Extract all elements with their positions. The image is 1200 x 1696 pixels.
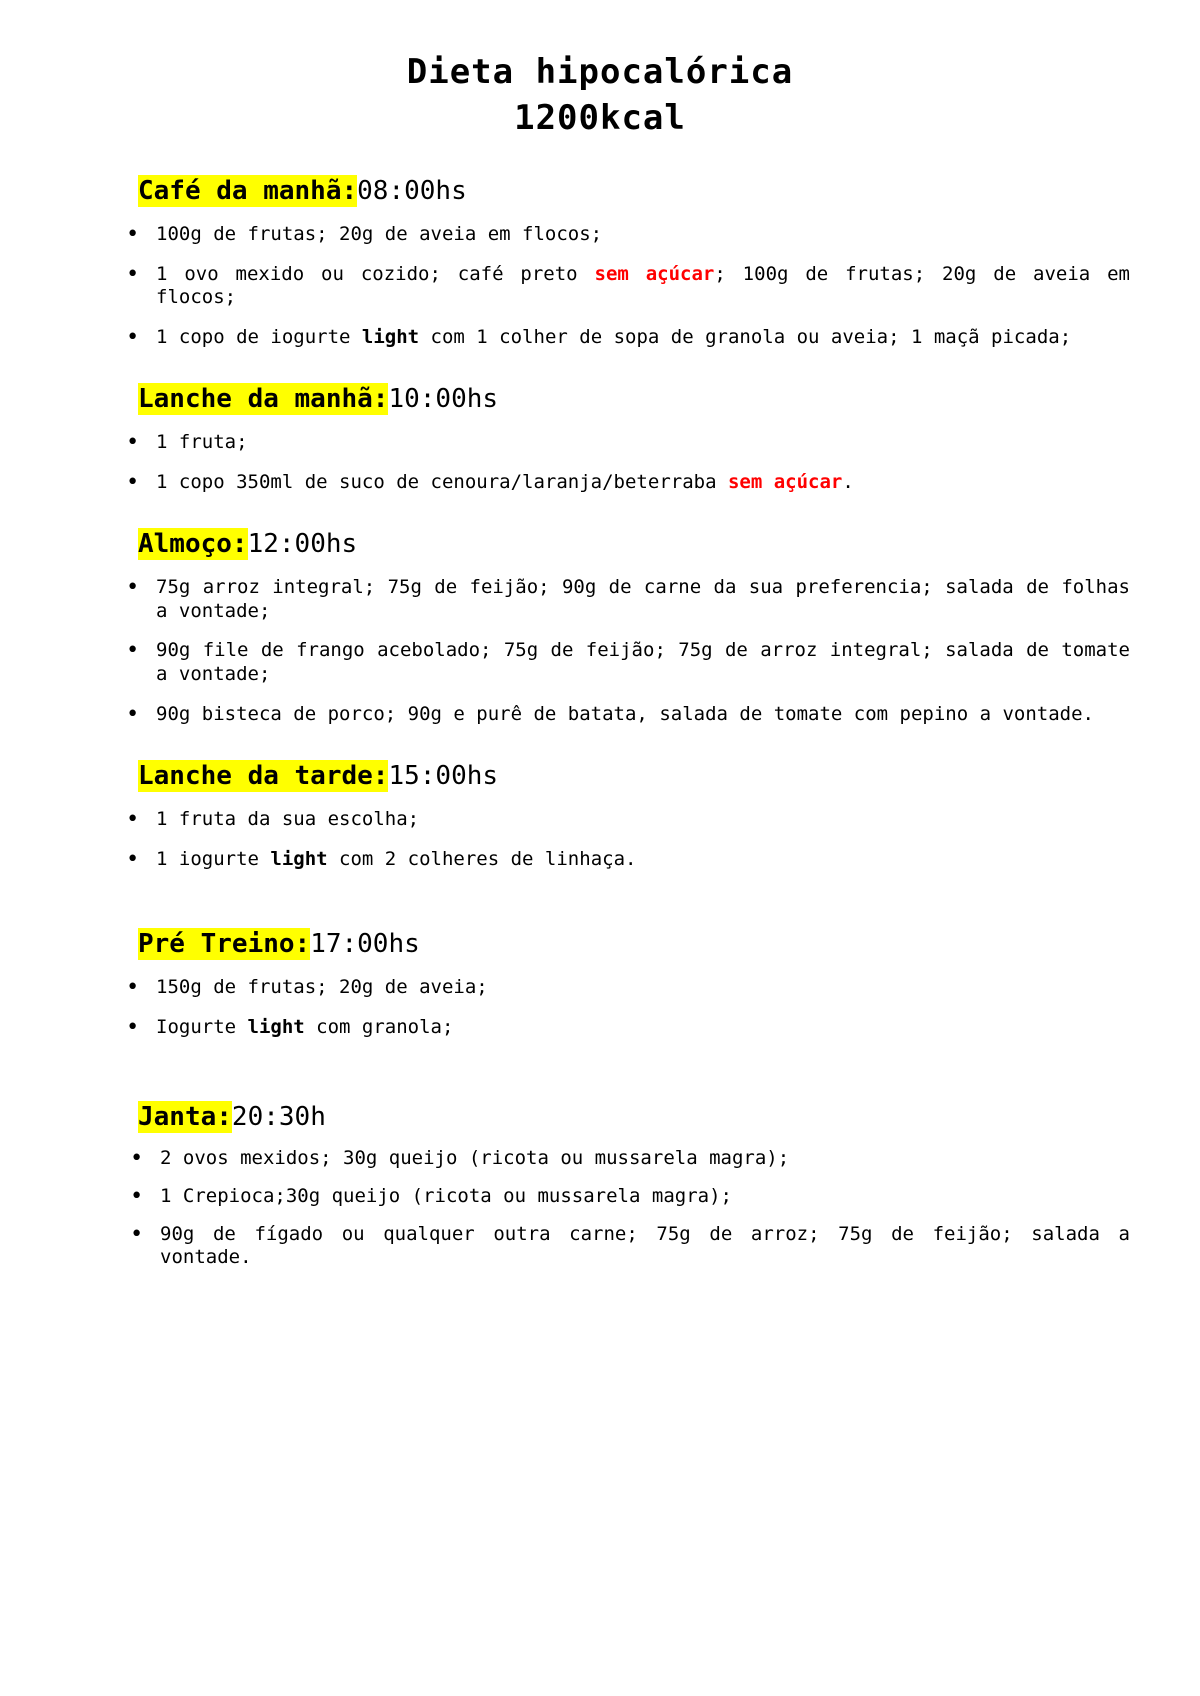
meal-sections xyxy=(60,176,1140,1270)
item-text: 90g de fígado ou qualquer outra carne; 75g de arroz; 75g de feijão; salada a vontade. xyxy=(160,1222,1130,1269)
meal-item-list xyxy=(60,576,1140,727)
meal-time: 12:00hs xyxy=(247,528,358,559)
item-text: 1 copo de iogurte xyxy=(156,326,362,349)
meal-section xyxy=(60,176,1140,350)
list-item xyxy=(60,471,1140,495)
item-text: 1 iogurte xyxy=(156,847,271,870)
meal-section xyxy=(60,1102,1140,1270)
list-item xyxy=(60,1147,1140,1171)
item-text: 100g de frutas; 20g de aveia em flocos; xyxy=(156,222,603,245)
item-text: 1 Crepioca;30g queijo (ricota ou mussarela magra); xyxy=(160,1184,732,1207)
item-text: com granola; xyxy=(304,1016,454,1039)
emphasis-light: light xyxy=(361,326,420,349)
meal-time: 10:00hs xyxy=(388,383,499,414)
list-item xyxy=(60,431,1140,455)
item-text: 1 fruta da sua escolha; xyxy=(156,807,420,830)
emphasis-light: light xyxy=(247,1016,305,1039)
list-item xyxy=(60,223,1140,247)
meal-heading xyxy=(138,1102,1140,1133)
item-text: com 2 colheres de linhaça. xyxy=(327,847,637,870)
meal-heading xyxy=(138,529,1140,560)
meal-label: Lanche da tarde: xyxy=(138,760,389,791)
list-item xyxy=(60,703,1140,727)
item-text: 75g arroz integral; 75g de feijão; 90g de carne da sua preferencia; salada de folhas a vontade; xyxy=(156,575,1130,622)
meal-item-list xyxy=(60,808,1140,872)
list-item xyxy=(60,326,1140,350)
page-title-line-2: 1200kcal xyxy=(514,97,686,138)
emphasis-light: light xyxy=(270,847,328,870)
item-text: com 1 colher de sopa de granola ou aveia; 1 maçã picada; xyxy=(419,326,1072,349)
meal-section xyxy=(60,529,1140,727)
list-item xyxy=(60,263,1140,311)
item-text: 90g bisteca de porco; 90g e purê de batata, salada de tomate com pepino a vontade. xyxy=(156,702,1094,725)
meal-time: 17:00hs xyxy=(310,929,420,960)
meal-time: 20:30h xyxy=(231,1101,326,1132)
meal-heading xyxy=(138,929,1140,960)
list-item xyxy=(60,808,1140,832)
emphasis-no-sugar: sem açúcar xyxy=(727,470,843,493)
item-text: 1 ovo mexido ou cozido; café preto xyxy=(156,262,595,285)
meal-item-list xyxy=(60,223,1140,350)
meal-item-list xyxy=(60,431,1140,495)
list-item xyxy=(60,976,1140,1000)
meal-section xyxy=(60,384,1140,495)
item-text: 150g de frutas; 20g de aveia; xyxy=(156,976,488,999)
meal-label: Almoço: xyxy=(138,528,248,559)
meal-label: Janta: xyxy=(138,1101,232,1132)
meal-item-list xyxy=(60,1147,1140,1270)
meal-section xyxy=(60,929,1140,1040)
list-item xyxy=(60,576,1140,624)
meal-heading xyxy=(138,176,1140,207)
meal-label: Pré Treino: xyxy=(138,929,311,960)
meal-label: Lanche da manhã: xyxy=(138,383,389,414)
list-item xyxy=(60,639,1140,687)
meal-item-list xyxy=(60,976,1140,1040)
list-item xyxy=(60,1016,1140,1040)
page-title xyxy=(60,50,1140,142)
emphasis-no-sugar: sem açúcar xyxy=(594,262,715,285)
meal-time: 15:00hs xyxy=(388,760,499,791)
item-text: Iogurte xyxy=(156,1016,248,1039)
list-item xyxy=(60,1185,1140,1209)
list-item xyxy=(60,1223,1140,1271)
item-text: 2 ovos mexidos; 30g queijo (ricota ou mussarela magra); xyxy=(160,1147,790,1170)
meal-time: 08:00hs xyxy=(357,175,467,206)
list-item xyxy=(60,848,1140,872)
page-title-line-1: Dieta hipocalórica xyxy=(406,52,794,92)
item-text: 90g file de frango acebolado; 75g de feijão; 75g de arroz integral; salada de tomate a vontade; xyxy=(156,639,1130,686)
meal-heading xyxy=(138,384,1140,415)
item-text: 1 fruta; xyxy=(156,431,248,454)
item-text: . xyxy=(842,470,854,493)
item-text: ; 100g de frutas; 20g de aveia em flocos; xyxy=(156,262,1130,309)
meal-label: Café da manhã: xyxy=(138,175,358,206)
meal-heading xyxy=(138,761,1140,792)
meal-section xyxy=(60,761,1140,872)
item-text: 1 copo 350ml de suco de cenoura/laranja/beterraba xyxy=(156,470,728,493)
